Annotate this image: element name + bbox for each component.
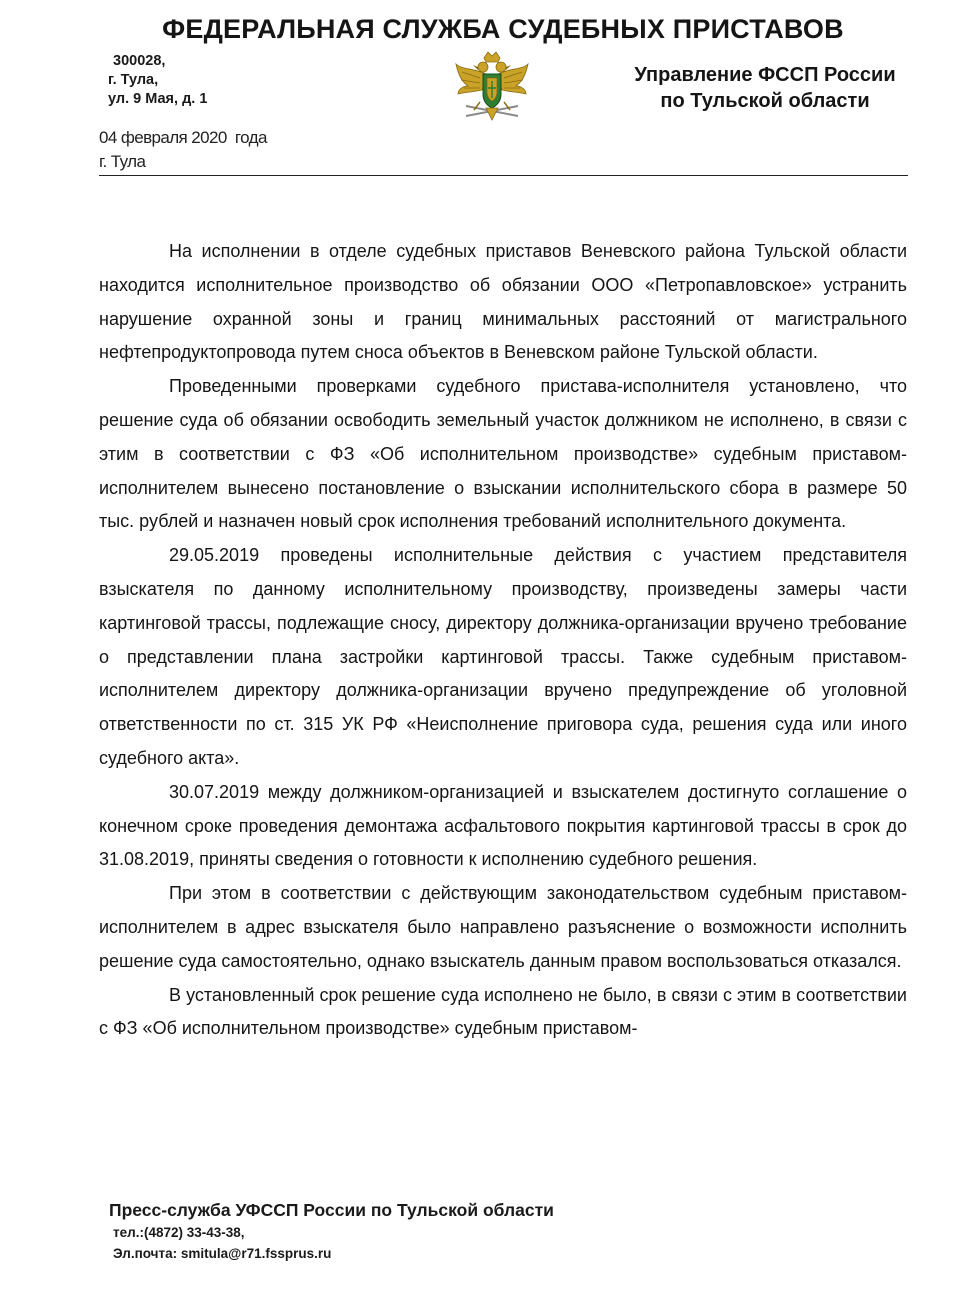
address-city: г. Тула, xyxy=(108,72,159,88)
body-paragraph: Проведенными проверками судебного пристава-исполнителя установлено, что решение суда об обязании освободить земельный участок должником не исполнено, в связи с этим в соответствии с ФЗ «Об исполнительном производстве» судебным приставом-исполнителем вынесено постановление о взыскании исполнительского сбора в размере 50 тыс. рублей и назначен новый срок исполнения требований исполнительного документа. xyxy=(99,376,907,532)
agency-address xyxy=(108,52,207,109)
body-paragraph: При этом в соответствии с действующим законодательством судебным приставом-исполнителем в адрес взыскателя было направлено разъяснение о возможности исполнить решение суда самостоятельно, однако взыскатель данным правом воспользоваться отказался. xyxy=(99,883,907,971)
phone-label: тел.: xyxy=(113,1225,144,1240)
phone-number: (4872) 33-43-38, xyxy=(143,1225,245,1240)
body-paragraph: В установленный срок решение суда исполнено не было, в связи с этим в соответствии с ФЗ «Об исполнительном производстве» судебным приставом- xyxy=(99,984,907,1039)
document-city: г. Тула xyxy=(99,152,146,171)
document-body xyxy=(99,235,907,1046)
press-service-footer xyxy=(109,1198,554,1264)
email-address: smitula@r71.fssprus.ru xyxy=(180,1246,332,1261)
header-divider xyxy=(99,175,908,176)
body-paragraph: На исполнении в отделе судебных приставов Веневского района Тульской области находится исполнительное производство об обязании ООО «Петропавловское» устранить нарушение охранной зоны и границ минимальных расстояний от магистрального нефтепродуктопровода путем сноса объектов в Веневском районе Тульской области. xyxy=(99,241,907,363)
document-date: 04 февраля 2020 года xyxy=(99,128,267,147)
email-line xyxy=(109,1243,554,1264)
phone-line xyxy=(109,1222,554,1243)
body-paragraph: 30.07.2019 между должником-организацией и взыскателем достигнуто соглашение о конечном сроке проведения демонтажа асфальтового покрытия картинговой трассы в срок до 31.08.2019, приняты сведения о готовности к исполнению судебного решения. xyxy=(99,781,907,870)
department-line-2: по Тульской области xyxy=(660,90,870,112)
email-label: Эл.почта: xyxy=(113,1246,178,1261)
date-place-block xyxy=(99,126,267,174)
press-service-title: Пресс-служба УФССП России по Тульской области xyxy=(109,1200,554,1220)
regional-department xyxy=(600,62,930,114)
address-street: ул. 9 Мая, д. 1 xyxy=(108,91,208,107)
address-postcode: 300028, xyxy=(113,53,166,69)
department-line-1: Управление ФССП России xyxy=(634,64,896,86)
agency-title: ФЕДЕРАЛЬНАЯ СЛУЖБА СУДЕБНЫХ ПРИСТАВОВ xyxy=(162,14,844,44)
body-paragraph: 29.05.2019 проведены исполнительные действия с участием представителя взыскателя по данному исполнительному производству, произведены замеры части картинговой трассы, подлежащие сносу, директору должника-организации вручено требование о представлении плана застройки картинговой трассы. Также судебным приставом-исполнителем директору должника-организации вручено предупреждение об уголовной ответственности по ст. 315 УК РФ «Неисполнение приговора суда, решения суда или иного судебного акта». xyxy=(99,545,907,768)
double-headed-eagle-emblem-icon xyxy=(452,50,532,130)
